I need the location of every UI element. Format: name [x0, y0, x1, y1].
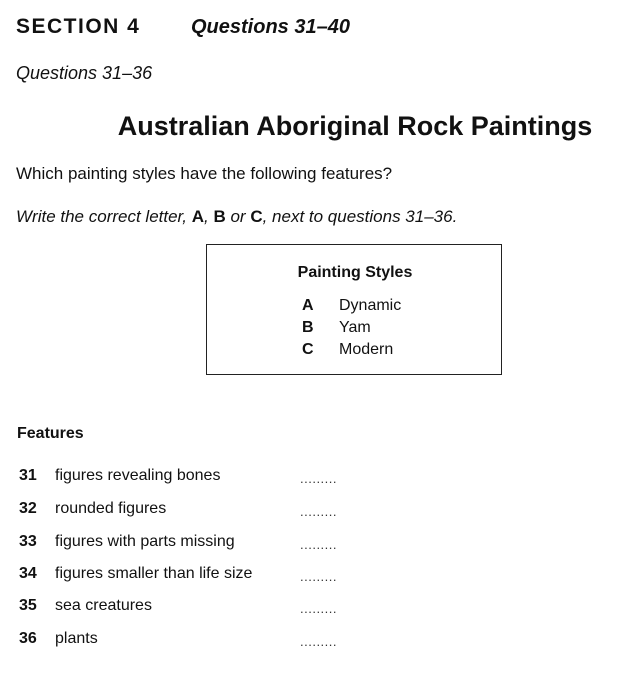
- answer-blank[interactable]: .........: [300, 504, 338, 519]
- feature-number: 32: [19, 500, 37, 517]
- answer-blank[interactable]: .........: [300, 634, 338, 649]
- feature-text: sea creatures: [55, 597, 152, 614]
- instruction-sep-1: ,: [204, 207, 214, 226]
- answer-blank[interactable]: .........: [300, 537, 338, 552]
- painting-styles-box: [206, 244, 502, 375]
- instruction-letter-c: C: [250, 207, 263, 226]
- answer-blank[interactable]: .........: [300, 471, 338, 486]
- feature-number: 36: [19, 630, 37, 647]
- subsection-questions-range: Questions 31–36: [16, 63, 153, 83]
- painting-styles-title: Painting Styles: [297, 264, 413, 281]
- instruction-sep-2: or: [225, 207, 251, 226]
- page-title: Australian Aboriginal Rock Paintings: [117, 111, 593, 141]
- instruction-letter-b: B: [213, 207, 226, 226]
- feature-number: 31: [19, 467, 37, 484]
- feature-number: 33: [19, 533, 37, 550]
- feature-text: plants: [55, 630, 98, 647]
- answer-blank[interactable]: .........: [300, 569, 338, 584]
- instruction-letter-a: A: [191, 207, 205, 226]
- question-prompt: Which painting styles have the following features?: [16, 164, 393, 183]
- instruction-part-2: , next to questions 31–36.: [262, 207, 458, 226]
- style-option-letter: B: [302, 319, 314, 336]
- style-option-letter: C: [302, 341, 314, 358]
- feature-text: figures with parts missing: [55, 533, 235, 550]
- style-option-letter: A: [302, 297, 314, 314]
- features-heading: Features: [17, 425, 84, 442]
- feature-number: 34: [19, 565, 37, 582]
- section-questions-range: Questions 31–40: [191, 16, 350, 38]
- instruction-part-1: Write the correct letter,: [16, 207, 192, 226]
- feature-text: rounded figures: [55, 500, 167, 517]
- feature-text: figures revealing bones: [55, 467, 221, 484]
- answer-blank[interactable]: .........: [300, 601, 338, 616]
- section-label: SECTION 4: [16, 15, 141, 38]
- instruction-text: [16, 207, 457, 227]
- feature-number: 35: [19, 597, 37, 614]
- style-option-label: Dynamic: [339, 297, 402, 314]
- style-option-label: Yam: [339, 319, 371, 336]
- style-option-label: Modern: [339, 341, 394, 358]
- feature-text: figures smaller than life size: [55, 565, 253, 582]
